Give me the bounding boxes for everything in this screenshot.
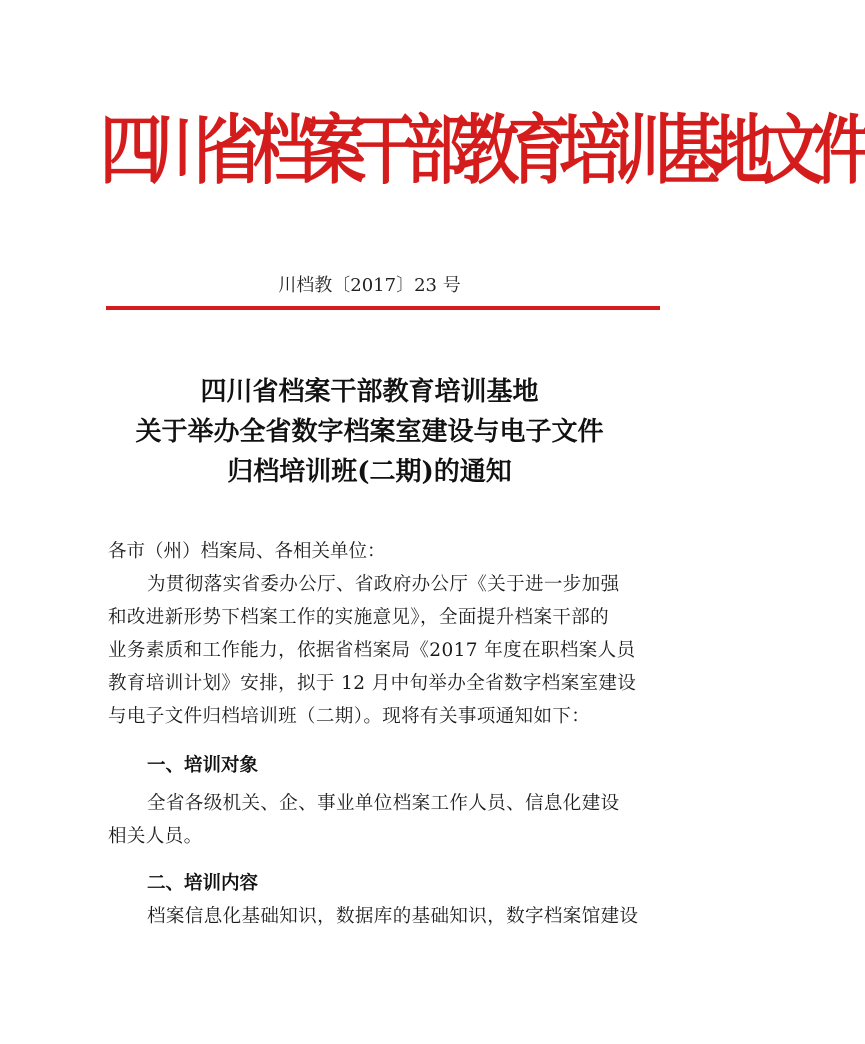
intro-line: 业务素质和工作能力，依据省档案局《2017 年度在职档案人员: [108, 640, 636, 661]
masthead-title: 四川省档案干部教育培训基地文件: [100, 105, 865, 195]
document-number: 川档教〔2017〕23 号: [278, 275, 461, 296]
intro-line: 教育培训计划》安排，拟于 12 月中旬举办全省数字档案室建设: [108, 673, 637, 694]
salutation: 各市（州）档案局、各相关单位：: [108, 541, 386, 562]
section2-paragraph: [108, 900, 660, 933]
section1-paragraph: [108, 787, 660, 853]
section1-line: 全省各级机关、企、事业单位档案工作人员、信息化建设: [147, 793, 620, 814]
intro-paragraph: [108, 568, 660, 733]
intro-line: 与电子文件归档培训班（二期）。现将有关事项通知如下：: [108, 706, 591, 727]
section2-line: 档案信息化基础知识，数据库的基础知识，数字档案馆建设: [147, 906, 639, 927]
section1-line: 相关人员。: [108, 826, 203, 847]
title-line-2: 关于举办全省数字档案室建设与电子文件: [135, 417, 604, 447]
title-line-1: 四川省档案干部教育培训基地: [200, 377, 539, 407]
section-heading-training-content: 二、培训内容: [147, 873, 259, 894]
intro-line: 和改进新形势下档案工作的实施意见》，全面提升档案干部的: [108, 607, 610, 628]
section-heading-training-target: 一、培训对象: [147, 755, 259, 776]
notice-title: [0, 372, 739, 492]
title-line-3: 归档培训班(二期)的通知: [227, 457, 512, 487]
red-divider-rule: [106, 306, 660, 310]
intro-line: 为贯彻落实省委办公厅、省政府办公厅《关于进一步加强: [147, 574, 620, 595]
